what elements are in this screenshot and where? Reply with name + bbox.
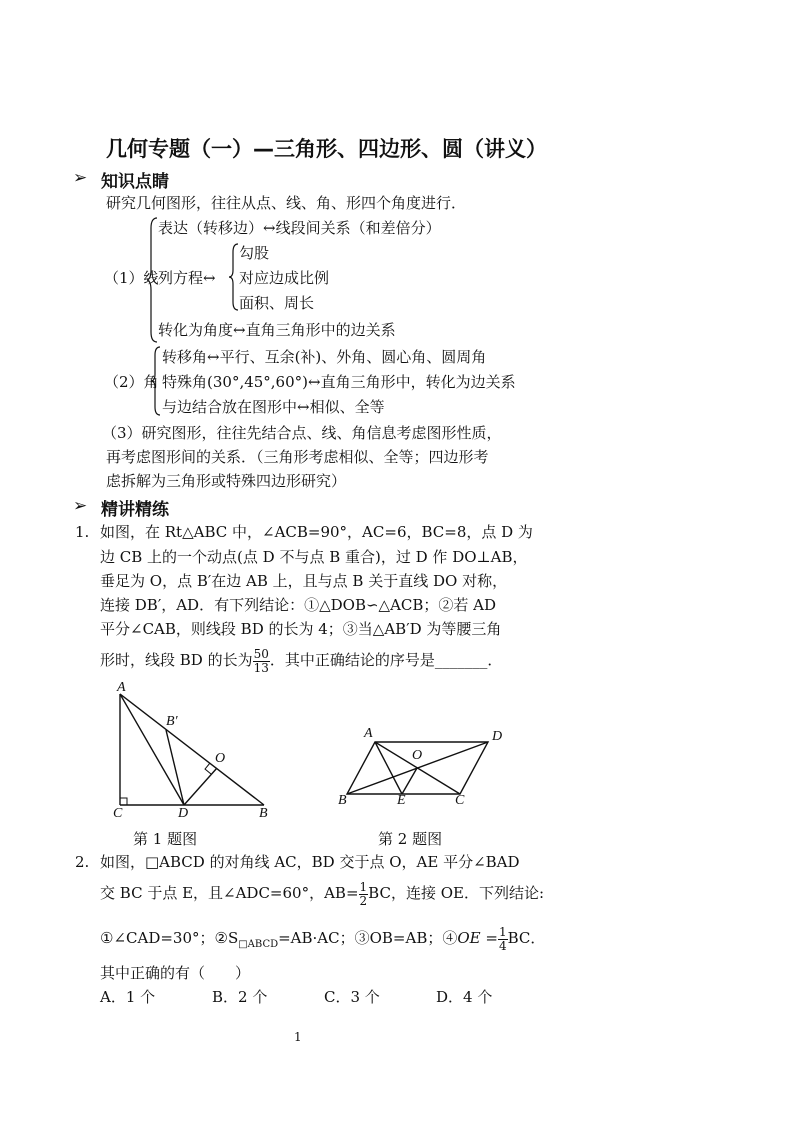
fraction-1-2 — [359, 881, 369, 908]
problem2-line-3-before: ①∠CAD=30°；②S — [100, 929, 239, 947]
section-bullet-2: ➢ — [73, 496, 88, 516]
page-title: 几何专题（一）—三角形、四边形、圆（讲义） — [106, 137, 547, 161]
fraction-numerator: 1 — [359, 879, 368, 894]
fraction-numerator: 50 — [253, 646, 269, 661]
line-part-label: （1）线 — [104, 269, 159, 287]
problem2-line-4: 其中正确的有（ ） — [100, 964, 251, 982]
problem1-line-6-after: ．其中正确结论的序号是_______． — [269, 651, 503, 669]
problem2-oe-label: OE = — [457, 929, 498, 947]
problem2-line-2-after: BC，连接 OE．下列结论: — [368, 884, 545, 902]
angle-part-label: （2）角 — [104, 373, 159, 391]
problem1-line-2: 边 CB 上的一个动点(点 D 不与点 B 重合)，过 D 作 DO⊥AB， — [100, 548, 528, 566]
line-item-2: 列方程↔ — [158, 269, 216, 287]
problem1-line-5: 平分∠CAB，则线段 BD 的长为 4；③当△AB′D 为等腰三角 — [100, 620, 502, 638]
section-bullet-1: ➢ — [73, 168, 88, 188]
line-item-1: 表达（转移边）↔线段间关系（和差倍分） — [158, 219, 441, 237]
shape-line-3: 虑拆解为三角形或特殊四边形研究） — [106, 472, 347, 490]
fig2-label-E: E — [397, 793, 406, 808]
sub-item-1: 勾股 — [239, 244, 270, 262]
problem2-line-3-mid: =AB·AC；③OB=AB；④ — [278, 929, 458, 947]
fraction-denominator: 13 — [253, 660, 269, 675]
intro-text: 研究几何图形，往往从点、线、角、形四个角度进行． — [106, 194, 467, 212]
fraction-numerator: 1 — [498, 924, 507, 939]
fig2-label-A: A — [364, 726, 373, 741]
page-number: 1 — [294, 1030, 302, 1044]
line-item-3: 转化为角度↔直角三角形中的边关系 — [158, 321, 396, 339]
problem2-line-1: 如图，□ABCD 的对角线 AC，BD 交于点 O，AE 平分∠BAD — [100, 853, 520, 871]
fig1-label-C: C — [113, 806, 123, 821]
angle-item-2: 特殊角(30°,45°,60°)↔直角三角形中，转化为边关系 — [162, 373, 516, 391]
problem1-line-3: 垂足为 O，点 B′在边 AB 上，且与点 B 关于直线 DO 对称， — [100, 572, 508, 590]
fraction-denominator: 2 — [359, 893, 368, 908]
problem1-line-6-before: 形时，线段 BD 的长为 — [100, 651, 253, 669]
fig2-label-O: O — [412, 748, 423, 763]
problem1-line-1: 如图，在 Rt△ABC 中，∠ACB=90°，AC=6，BC=8，点 D 为 — [100, 523, 533, 541]
problem2-line-2-before: 交 BC 于点 E，且∠ADC=60°，AB= — [100, 884, 359, 902]
fig1-label-A: A — [117, 680, 126, 695]
problem1-line-6 — [100, 640, 502, 680]
fig1-label-D: D — [178, 806, 189, 821]
problem1-number: 1. — [75, 523, 90, 541]
problem1-line-4: 连接 DB′，AD．有下列结论：①△DOB∽△ACB；②若 AD — [100, 596, 497, 614]
option-C: C．3 个 — [324, 988, 380, 1006]
fig1-label-B: B — [259, 806, 268, 821]
brace-angle-part — [151, 345, 161, 417]
shape-line-1: （3）研究图形，往往先结合点、线、角信息考虑图形性质， — [102, 424, 502, 442]
angle-item-1: 转移角↔平行、互余(补)、外角、圆心角、圆周角 — [162, 348, 487, 366]
fraction-denominator: 4 — [498, 938, 507, 953]
problem2-number: 2. — [75, 853, 90, 871]
figure-1-caption: 第 1 题图 — [133, 830, 198, 848]
fig2-label-D: D — [492, 729, 503, 744]
fraction-50-13 — [253, 648, 270, 675]
fig2-label-B: B — [338, 793, 347, 808]
area-subscript: □ABCD — [238, 939, 279, 950]
option-B: B．2 个 — [212, 988, 268, 1006]
section-heading-1: 知识点睛 — [101, 172, 169, 192]
edge-AB — [120, 694, 264, 805]
option-A: A．1 个 — [100, 988, 156, 1006]
sub-item-2: 对应边成比例 — [239, 269, 330, 287]
figure-2-caption: 第 2 题图 — [378, 830, 443, 848]
segment-AD — [120, 694, 184, 805]
problem2-line-3-after: BC． — [507, 929, 546, 947]
option-D: D．4 个 — [436, 988, 493, 1006]
shape-line-2: 再考虑图形间的关系．（三角形考虑相似、全等；四边形考 — [106, 448, 489, 466]
fig1-label-O: O — [215, 751, 226, 766]
problem2-line-3 — [100, 918, 545, 965]
segment-DO — [184, 768, 217, 805]
segment-OE — [402, 768, 417, 794]
angle-item-3: 与边结合放在图形中↔相似、全等 — [162, 398, 385, 416]
figure-1-triangle — [110, 684, 280, 824]
fig1-label-B-prime: B′ — [166, 714, 178, 729]
fraction-1-4 — [498, 926, 508, 953]
problem2-line-2 — [100, 873, 544, 913]
section-heading-2: 精讲精练 — [101, 500, 169, 520]
sub-item-3: 面积、周长 — [239, 294, 315, 312]
fig2-label-C: C — [455, 793, 465, 808]
